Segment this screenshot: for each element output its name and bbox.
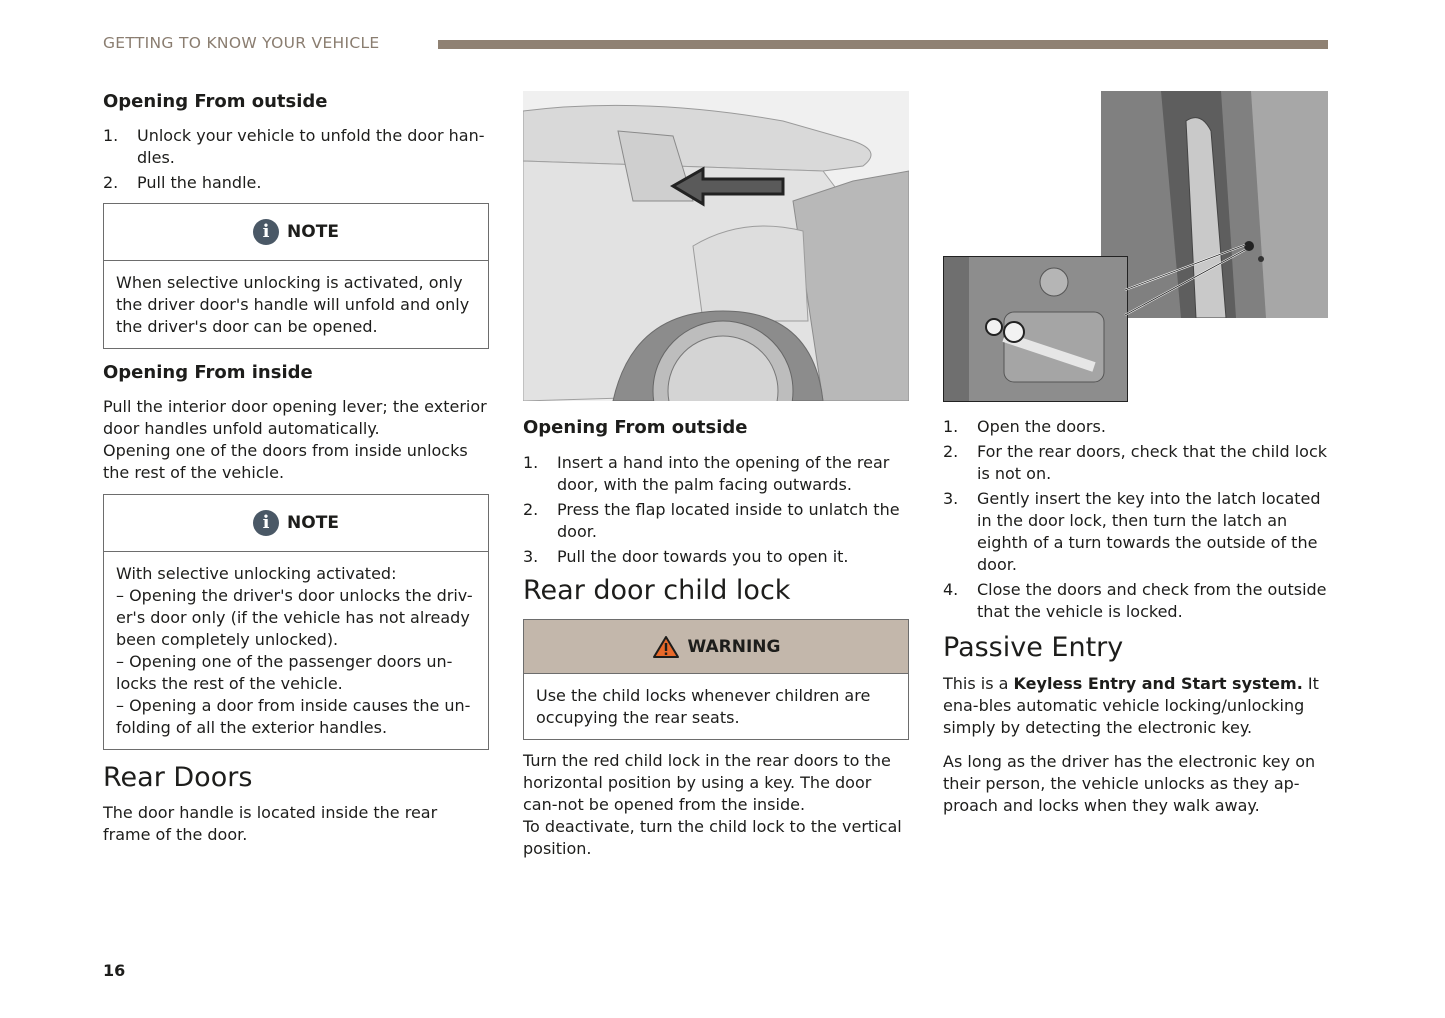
note-box [103, 494, 489, 750]
section-header-title: GETTING TO KNOW YOUR VEHICLE [103, 34, 380, 52]
note-body [104, 552, 488, 749]
opening-inside-heading: Opening From inside [103, 362, 313, 383]
passive-entry-paragraph-2: As long as the driver has the electronic key on their person, the vehicle unlocks as they ap-proach and locks when they walk away. [943, 752, 1316, 815]
warning-triangle-icon [652, 635, 680, 659]
note-line: – Opening a door from inside causes the un-folding of all the exterior handles. [116, 696, 471, 737]
child-lock-steps [943, 416, 1329, 623]
opening-outside-heading: Opening From outside [523, 417, 748, 438]
child-lock-detail-image [944, 257, 1127, 401]
list-text: Gently insert the key into the latch located in the door lock, then turn the latch an eighth of a turn towards the outside of the door. [977, 489, 1321, 574]
list-number: 2. [103, 173, 119, 192]
note-box [103, 203, 489, 349]
note-label: NOTE [287, 513, 339, 533]
note-body: When selective unlocking is activated, only the driver door's handle will unfold and only the driver's door can be opened. [116, 273, 470, 336]
opening-outside-steps [523, 452, 909, 568]
list-number: 2. [523, 500, 539, 519]
warning-box [523, 619, 909, 740]
list-text: Press the flap located inside to unlatch the door. [557, 500, 900, 541]
list-item [943, 579, 1329, 623]
opening-inside-paragraph-1: Pull the interior door opening lever; the exterior door handles unfold automatically. [103, 397, 487, 438]
note-label: NOTE [287, 222, 339, 242]
keyless-entry-term: Keyless Entry and Start system. [1013, 674, 1303, 693]
list-number: 3. [523, 547, 539, 566]
warning-header [524, 620, 908, 674]
list-text: For the rear doors, check that the child lock is not on. [977, 442, 1328, 483]
list-number: 3. [943, 489, 959, 508]
car-rear-door-image [523, 91, 909, 401]
passive-entry-heading: Passive Entry [943, 632, 1124, 663]
list-text: Pull the door towards you to open it. [557, 547, 849, 566]
note-header [104, 495, 488, 552]
passive-entry-paragraph-1 [943, 673, 1329, 739]
list-number: 1. [943, 417, 959, 436]
list-item [943, 441, 1329, 485]
list-number: 4. [943, 580, 959, 599]
child-lock-paragraph-2: To deactivate, turn the child lock to the vertical position. [523, 817, 902, 858]
note-line: – Opening the driver's door unlocks the driv-er's door only (if the vehicle has not already been completely unlocked). [116, 586, 473, 649]
column-left [103, 90, 489, 846]
page-number: 16 [103, 961, 126, 980]
child-lock-paragraph-1: Turn the red child lock in the rear doors to the horizontal position by using a key. The door can-not be opened from the inside. [523, 751, 891, 814]
child-lock-detail-illustration [943, 256, 1128, 402]
header-accent-bar [438, 40, 1328, 49]
note-header [104, 204, 488, 261]
column-right [943, 416, 1329, 817]
text-span: This is a [943, 674, 1014, 693]
text-span: It ena-bles automatic vehicle locking/unlocking simply by detecting the electronic key. [943, 674, 1319, 737]
list-item [103, 125, 489, 169]
list-text: Open the doors. [977, 417, 1106, 436]
list-item [523, 499, 909, 543]
note-line: With selective unlocking activated: [116, 564, 397, 583]
callout-pointer [1120, 235, 1260, 325]
info-icon: i [253, 219, 279, 245]
opening-outside-heading: Opening From outside [103, 91, 328, 112]
list-item [943, 488, 1329, 576]
opening-inside-paragraph-2: Opening one of the doors from inside unlocks the rest of the vehicle. [103, 441, 468, 482]
info-icon: i [253, 510, 279, 536]
rear-door-handle-illustration [523, 91, 909, 401]
rear-doors-paragraph: The door handle is located inside the rear frame of the door. [103, 803, 438, 844]
list-text: Insert a hand into the opening of the rear door, with the palm facing outwards. [557, 453, 890, 494]
list-item [943, 416, 1329, 438]
note-line: – Opening one of the passenger doors un-locks the rest of the vehicle. [116, 652, 453, 693]
rear-doors-heading: Rear Doors [103, 762, 253, 793]
list-item [523, 452, 909, 496]
list-text: Unlock your vehicle to unfold the door han-dles. [137, 126, 485, 167]
list-number: 1. [523, 453, 539, 472]
list-text: Pull the handle. [137, 173, 262, 192]
list-number: 1. [103, 126, 119, 145]
warning-label: WARNING [687, 636, 781, 657]
list-item [103, 172, 489, 194]
list-item [523, 546, 909, 568]
warning-body: Use the child locks whenever children are occupying the rear seats. [536, 686, 871, 727]
child-lock-heading: Rear door child lock [523, 575, 791, 606]
column-middle [523, 416, 909, 860]
opening-outside-steps [103, 125, 489, 194]
list-text: Close the doors and check from the outside that the vehicle is locked. [977, 580, 1327, 621]
list-number: 2. [943, 442, 959, 461]
